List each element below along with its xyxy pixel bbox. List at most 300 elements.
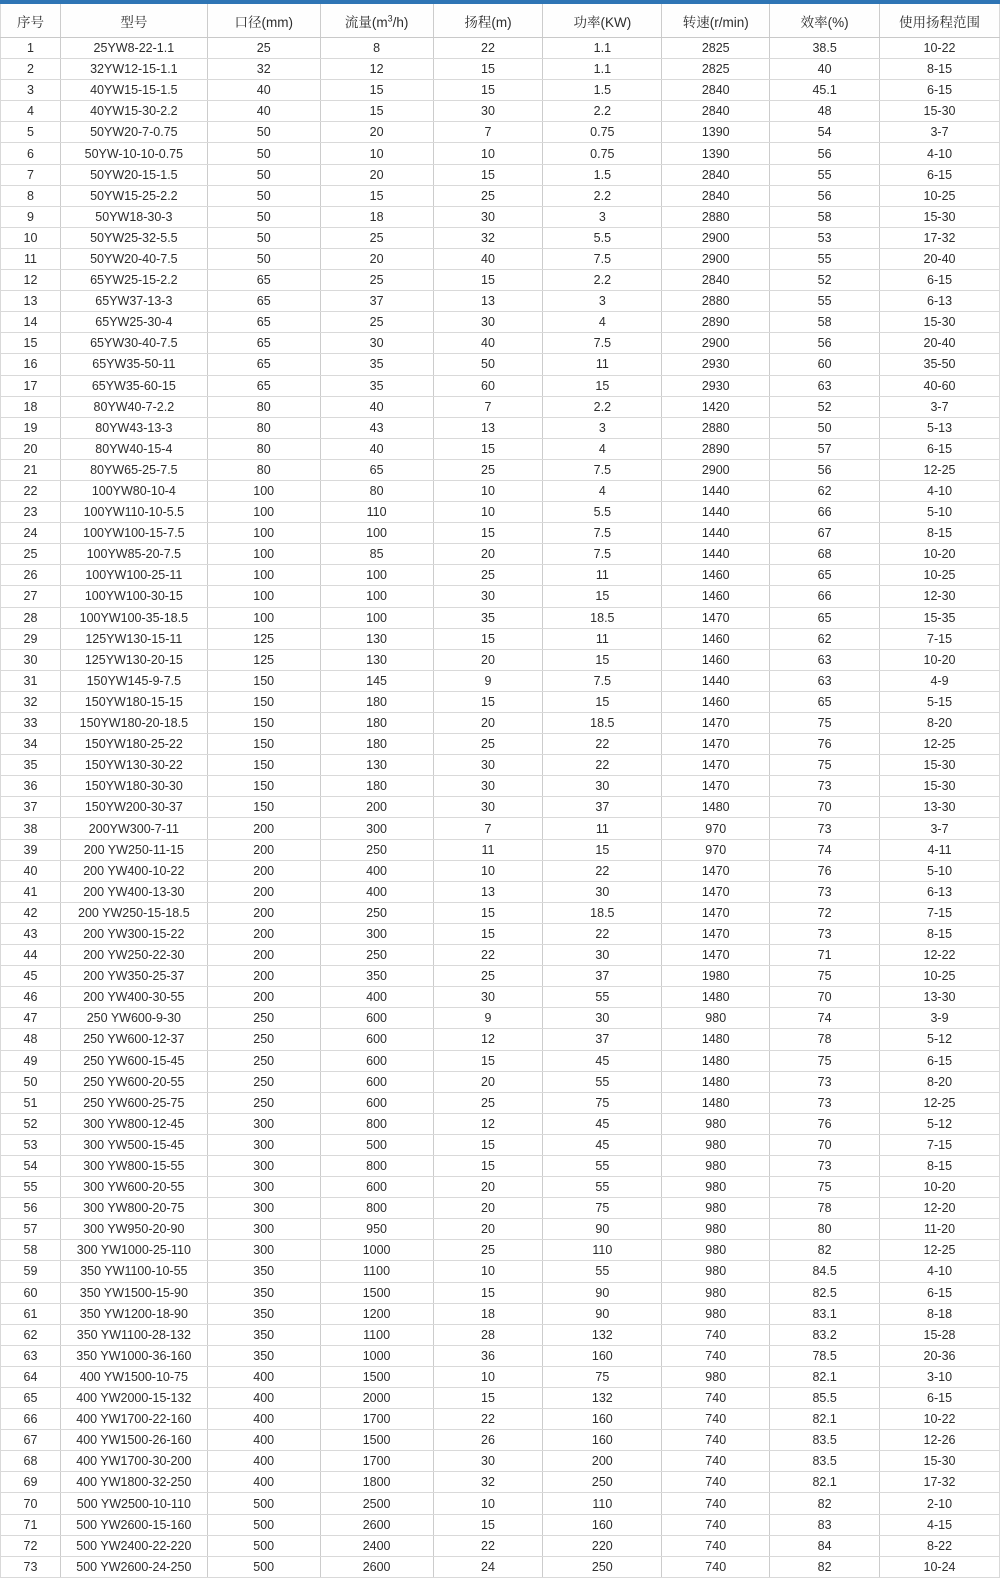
cell: 7: [433, 122, 543, 143]
cell: 70: [770, 797, 880, 818]
cell: 12-20: [880, 1198, 1000, 1219]
table-row: [1, 396, 1000, 417]
cell: 250: [543, 1472, 662, 1493]
cell: 4: [1, 101, 61, 122]
cell: 4: [543, 480, 662, 501]
cell: 200 YW400-10-22: [60, 860, 207, 881]
cell: 82.1: [770, 1409, 880, 1430]
cell: 125YW130-15-11: [60, 628, 207, 649]
cell: 75: [770, 1177, 880, 1198]
cell: 2840: [662, 101, 770, 122]
cell: 82: [770, 1493, 880, 1514]
cell: 15: [433, 1514, 543, 1535]
table-row: [1, 1535, 1000, 1556]
cell: 28: [433, 1324, 543, 1345]
cell: 40: [433, 248, 543, 269]
cell: 73: [770, 818, 880, 839]
cell: 30: [543, 945, 662, 966]
cell: 7: [433, 396, 543, 417]
cell: 78: [770, 1198, 880, 1219]
cell: 44: [1, 945, 61, 966]
table-row: [1, 923, 1000, 944]
cell: 100YW85-20-7.5: [60, 544, 207, 565]
cell: 7.5: [543, 544, 662, 565]
cell: 250 YW600-25-75: [60, 1092, 207, 1113]
cell: 740: [662, 1324, 770, 1345]
cell: 7-15: [880, 1134, 1000, 1155]
cell: 200YW300-7-11: [60, 818, 207, 839]
cell: 65YW25-30-4: [60, 312, 207, 333]
cell: 83: [770, 1514, 880, 1535]
header-cell: 序号: [1, 4, 61, 38]
cell: 12: [320, 59, 433, 80]
cell: 66: [770, 502, 880, 523]
cell: 82.1: [770, 1472, 880, 1493]
cell: 1470: [662, 902, 770, 923]
cell: 250: [207, 1008, 320, 1029]
cell: 10: [433, 143, 543, 164]
cell: 12-25: [880, 459, 1000, 480]
cell: 200 YW250-22-30: [60, 945, 207, 966]
cell: 300: [320, 923, 433, 944]
cell: 300 YW1000-25-110: [60, 1240, 207, 1261]
cell: 1480: [662, 1029, 770, 1050]
table-row: [1, 291, 1000, 312]
cell: 1480: [662, 1050, 770, 1071]
table-row: [1, 1472, 1000, 1493]
cell: 65: [207, 333, 320, 354]
cell: 250: [207, 1092, 320, 1113]
cell: 150: [207, 691, 320, 712]
cell: 80YW43-13-3: [60, 417, 207, 438]
cell: 200: [207, 839, 320, 860]
cell: 72: [770, 902, 880, 923]
cell: 83.2: [770, 1324, 880, 1345]
table-row: [1, 586, 1000, 607]
table-row: [1, 1134, 1000, 1155]
table-row: [1, 734, 1000, 755]
cell: 100: [207, 502, 320, 523]
cell: 250: [543, 1556, 662, 1577]
cell: 6-15: [880, 1388, 1000, 1409]
cell: 60: [433, 375, 543, 396]
cell: 980: [662, 1198, 770, 1219]
cell: 40: [320, 438, 433, 459]
cell: 10: [433, 1366, 543, 1387]
cell: 500 YW2600-15-160: [60, 1514, 207, 1535]
cell: 2880: [662, 206, 770, 227]
cell: 12: [433, 1113, 543, 1134]
cell: 22: [1, 480, 61, 501]
table-row: [1, 438, 1000, 459]
cell: 7.5: [543, 459, 662, 480]
table-row: [1, 755, 1000, 776]
cell: 18: [320, 206, 433, 227]
cell: 67: [770, 523, 880, 544]
cell: 25: [433, 185, 543, 206]
cell: 150YW180-25-22: [60, 734, 207, 755]
table-row: [1, 1155, 1000, 1176]
cell: 25: [433, 1092, 543, 1113]
table-row: [1, 248, 1000, 269]
cell: 18.5: [543, 607, 662, 628]
cell: 20: [433, 544, 543, 565]
table-row: [1, 1261, 1000, 1282]
cell: 100: [207, 480, 320, 501]
cell: 300 YW600-20-55: [60, 1177, 207, 1198]
table-row: [1, 1409, 1000, 1430]
cell: 15: [433, 80, 543, 101]
cell: 48: [1, 1029, 61, 1050]
cell: 5-13: [880, 417, 1000, 438]
cell: 150: [207, 797, 320, 818]
cell: 57: [1, 1219, 61, 1240]
cell: 7: [433, 818, 543, 839]
cell: 980: [662, 1113, 770, 1134]
cell: 110: [320, 502, 433, 523]
cell: 2825: [662, 38, 770, 59]
cell: 980: [662, 1303, 770, 1324]
cell: 8: [320, 38, 433, 59]
cell: 970: [662, 818, 770, 839]
cell: 20-40: [880, 248, 1000, 269]
cell: 980: [662, 1240, 770, 1261]
cell: 45: [543, 1050, 662, 1071]
cell: 18: [433, 1303, 543, 1324]
cell: 1500: [320, 1282, 433, 1303]
cell: 1.5: [543, 164, 662, 185]
table-row: [1, 270, 1000, 291]
table-row: [1, 713, 1000, 734]
cell: 71: [1, 1514, 61, 1535]
table-row: [1, 354, 1000, 375]
cell: 740: [662, 1409, 770, 1430]
cell: 100: [207, 586, 320, 607]
cell: 84.5: [770, 1261, 880, 1282]
cell: 350: [207, 1282, 320, 1303]
cell: 25: [433, 966, 543, 987]
cell: 400: [320, 987, 433, 1008]
cell: 350: [207, 1303, 320, 1324]
cell: 53: [770, 227, 880, 248]
cell: 250: [320, 945, 433, 966]
cell: 980: [662, 1008, 770, 1029]
cell: 400 YW1700-30-200: [60, 1451, 207, 1472]
cell: 48: [770, 101, 880, 122]
cell: 200: [207, 818, 320, 839]
cell: 1390: [662, 122, 770, 143]
cell: 80: [207, 459, 320, 480]
cell: 26: [1, 565, 61, 586]
cell: 75: [770, 1050, 880, 1071]
cell: 90: [543, 1282, 662, 1303]
cell: 83.1: [770, 1303, 880, 1324]
cell: 350 YW1100-28-132: [60, 1324, 207, 1345]
cell: 4: [543, 312, 662, 333]
cell: 160: [543, 1514, 662, 1535]
cell: 16: [1, 354, 61, 375]
cell: 100YW100-15-7.5: [60, 523, 207, 544]
table-row: [1, 881, 1000, 902]
cell: 10-22: [880, 1409, 1000, 1430]
cell: 19: [1, 417, 61, 438]
cell: 150: [207, 734, 320, 755]
cell: 15: [543, 839, 662, 860]
cell: 15: [320, 185, 433, 206]
table-row: [1, 776, 1000, 797]
cell: 53: [1, 1134, 61, 1155]
cell: 2400: [320, 1535, 433, 1556]
cell: 2600: [320, 1514, 433, 1535]
cell: 12-25: [880, 1240, 1000, 1261]
cell: 400 YW2000-15-132: [60, 1388, 207, 1409]
cell: 6: [1, 143, 61, 164]
cell: 15: [433, 523, 543, 544]
cell: 1700: [320, 1409, 433, 1430]
cell: 150YW180-20-18.5: [60, 713, 207, 734]
cell: 1480: [662, 797, 770, 818]
cell: 18.5: [543, 902, 662, 923]
cell: 7.5: [543, 670, 662, 691]
cell: 60: [770, 354, 880, 375]
cell: 6-13: [880, 881, 1000, 902]
cell: 15: [433, 902, 543, 923]
cell: 350 YW1100-10-55: [60, 1261, 207, 1282]
cell: 250 YW600-20-55: [60, 1071, 207, 1092]
cell: 22: [433, 38, 543, 59]
cell: 10: [433, 860, 543, 881]
cell: 150YW180-15-15: [60, 691, 207, 712]
cell: 20: [320, 248, 433, 269]
cell: 50YW-10-10-0.75: [60, 143, 207, 164]
cell: 73: [770, 923, 880, 944]
cell: 41: [1, 881, 61, 902]
cell: 39: [1, 839, 61, 860]
table-row: [1, 38, 1000, 59]
cell: 65: [770, 565, 880, 586]
cell: 58: [770, 312, 880, 333]
cell: 15-30: [880, 312, 1000, 333]
cell: 12-22: [880, 945, 1000, 966]
cell: 21: [1, 459, 61, 480]
cell: 70: [770, 987, 880, 1008]
cell: 36: [1, 776, 61, 797]
header-cell: 扬程(m): [433, 4, 543, 38]
cell: 50YW20-7-0.75: [60, 122, 207, 143]
cell: 50: [1, 1071, 61, 1092]
cell: 500: [207, 1514, 320, 1535]
cell: 37: [320, 291, 433, 312]
cell: 740: [662, 1472, 770, 1493]
cell: 1980: [662, 966, 770, 987]
cell: 15: [433, 1134, 543, 1155]
cell: 33: [1, 713, 61, 734]
cell: 6-13: [880, 291, 1000, 312]
cell: 300: [320, 818, 433, 839]
cell: 300: [207, 1113, 320, 1134]
cell: 32: [433, 227, 543, 248]
cell: 300: [207, 1134, 320, 1155]
cell: 15: [1, 333, 61, 354]
cell: 5-10: [880, 502, 1000, 523]
cell: 15-30: [880, 776, 1000, 797]
cell: 50: [207, 122, 320, 143]
cell: 600: [320, 1029, 433, 1050]
cell: 200: [207, 923, 320, 944]
cell: 52: [1, 1113, 61, 1134]
cell: 980: [662, 1134, 770, 1155]
table-row: [1, 902, 1000, 923]
cell: 15: [433, 1282, 543, 1303]
cell: 20: [320, 164, 433, 185]
cell: 75: [543, 1366, 662, 1387]
cell: 20: [433, 1198, 543, 1219]
cell: 40: [433, 333, 543, 354]
table-row: [1, 1008, 1000, 1029]
cell: 15-30: [880, 1451, 1000, 1472]
cell: 980: [662, 1282, 770, 1303]
cell: 1460: [662, 628, 770, 649]
cell: 180: [320, 776, 433, 797]
cell: 300 YW800-12-45: [60, 1113, 207, 1134]
cell: 62: [1, 1324, 61, 1345]
cell: 11: [543, 354, 662, 375]
cell: 82: [770, 1240, 880, 1261]
cell: 600: [320, 1092, 433, 1113]
cell: 15: [543, 375, 662, 396]
cell: 200: [207, 966, 320, 987]
cell: 1000: [320, 1345, 433, 1366]
cell: 300 YW950-20-90: [60, 1219, 207, 1240]
cell: 45: [543, 1113, 662, 1134]
cell: 68: [770, 544, 880, 565]
cell: 350: [320, 966, 433, 987]
header-cell: 流量$(m^3/h)$: [320, 4, 433, 38]
cell: 30: [320, 333, 433, 354]
cell: 40: [770, 59, 880, 80]
cell: 9: [433, 670, 543, 691]
cell: 20-40: [880, 333, 1000, 354]
cell: 970: [662, 839, 770, 860]
cell: 20: [1, 438, 61, 459]
cell: 300 YW500-15-45: [60, 1134, 207, 1155]
cell: 740: [662, 1556, 770, 1577]
cell: 7.5: [543, 248, 662, 269]
cell: 43: [320, 417, 433, 438]
cell: 40: [1, 860, 61, 881]
cell: 24: [1, 523, 61, 544]
cell: 32: [1, 691, 61, 712]
cell: 500: [207, 1493, 320, 1514]
cell: 55: [770, 248, 880, 269]
cell: 980: [662, 1219, 770, 1240]
cell: 150YW180-30-30: [60, 776, 207, 797]
cell: 8-20: [880, 1071, 1000, 1092]
cell: 350 YW1000-36-160: [60, 1345, 207, 1366]
cell: 5-12: [880, 1029, 1000, 1050]
cell: 30: [1, 649, 61, 670]
cell: 8-15: [880, 1155, 1000, 1176]
cell: 26: [433, 1430, 543, 1451]
cell: 66: [1, 1409, 61, 1430]
cell: 35: [320, 354, 433, 375]
cell: 25: [433, 734, 543, 755]
cell: 250: [207, 1050, 320, 1071]
cell: 55: [543, 987, 662, 1008]
table-row: [1, 1430, 1000, 1451]
table-row: [1, 1493, 1000, 1514]
cell: 6-15: [880, 1282, 1000, 1303]
cell: 400: [320, 881, 433, 902]
cell: 20: [433, 1177, 543, 1198]
cell: 25: [433, 1240, 543, 1261]
table-row: [1, 818, 1000, 839]
table-row: [1, 1282, 1000, 1303]
cell: 67: [1, 1430, 61, 1451]
cell: 15: [433, 1388, 543, 1409]
cell: 56: [770, 333, 880, 354]
cell: 10-25: [880, 565, 1000, 586]
cell: 200: [320, 797, 433, 818]
cell: 10: [433, 1261, 543, 1282]
cell: 10: [433, 480, 543, 501]
cell: 25: [433, 565, 543, 586]
table-row: [1, 860, 1000, 881]
table-row: [1, 80, 1000, 101]
cell: 200 YW250-11-15: [60, 839, 207, 860]
cell: 65: [207, 354, 320, 375]
cell: 65YW25-15-2.2: [60, 270, 207, 291]
cell: 30: [543, 1008, 662, 1029]
cell: 50: [770, 417, 880, 438]
cell: 6-15: [880, 438, 1000, 459]
cell: 25: [1, 544, 61, 565]
table-row: [1, 966, 1000, 987]
cell: 100: [207, 565, 320, 586]
cell: 200: [207, 881, 320, 902]
cell: 3-7: [880, 122, 1000, 143]
table-row: [1, 1071, 1000, 1092]
cell: 8-15: [880, 523, 1000, 544]
cell: 10: [320, 143, 433, 164]
cell: 45: [543, 1134, 662, 1155]
cell: 23: [1, 502, 61, 523]
cell: 63: [1, 1345, 61, 1366]
cell: 300: [207, 1198, 320, 1219]
cell: 10-25: [880, 966, 1000, 987]
cell: 66: [770, 586, 880, 607]
cell: 200 YW250-15-18.5: [60, 902, 207, 923]
cell: 2840: [662, 80, 770, 101]
cell: 65: [207, 312, 320, 333]
cell: 300: [207, 1240, 320, 1261]
cell: 75: [543, 1092, 662, 1113]
cell: 12: [1, 270, 61, 291]
table-row: [1, 185, 1000, 206]
cell: 1470: [662, 945, 770, 966]
cell: 15: [433, 270, 543, 291]
cell: 200 YW300-15-22: [60, 923, 207, 944]
cell: 15-30: [880, 206, 1000, 227]
cell: 6-15: [880, 164, 1000, 185]
table-row: [1, 797, 1000, 818]
cell: 58: [770, 206, 880, 227]
cell: 5.5: [543, 502, 662, 523]
cell: 80YW65-25-7.5: [60, 459, 207, 480]
cell: 350: [207, 1345, 320, 1366]
cell: 2880: [662, 291, 770, 312]
cell: 200: [207, 987, 320, 1008]
